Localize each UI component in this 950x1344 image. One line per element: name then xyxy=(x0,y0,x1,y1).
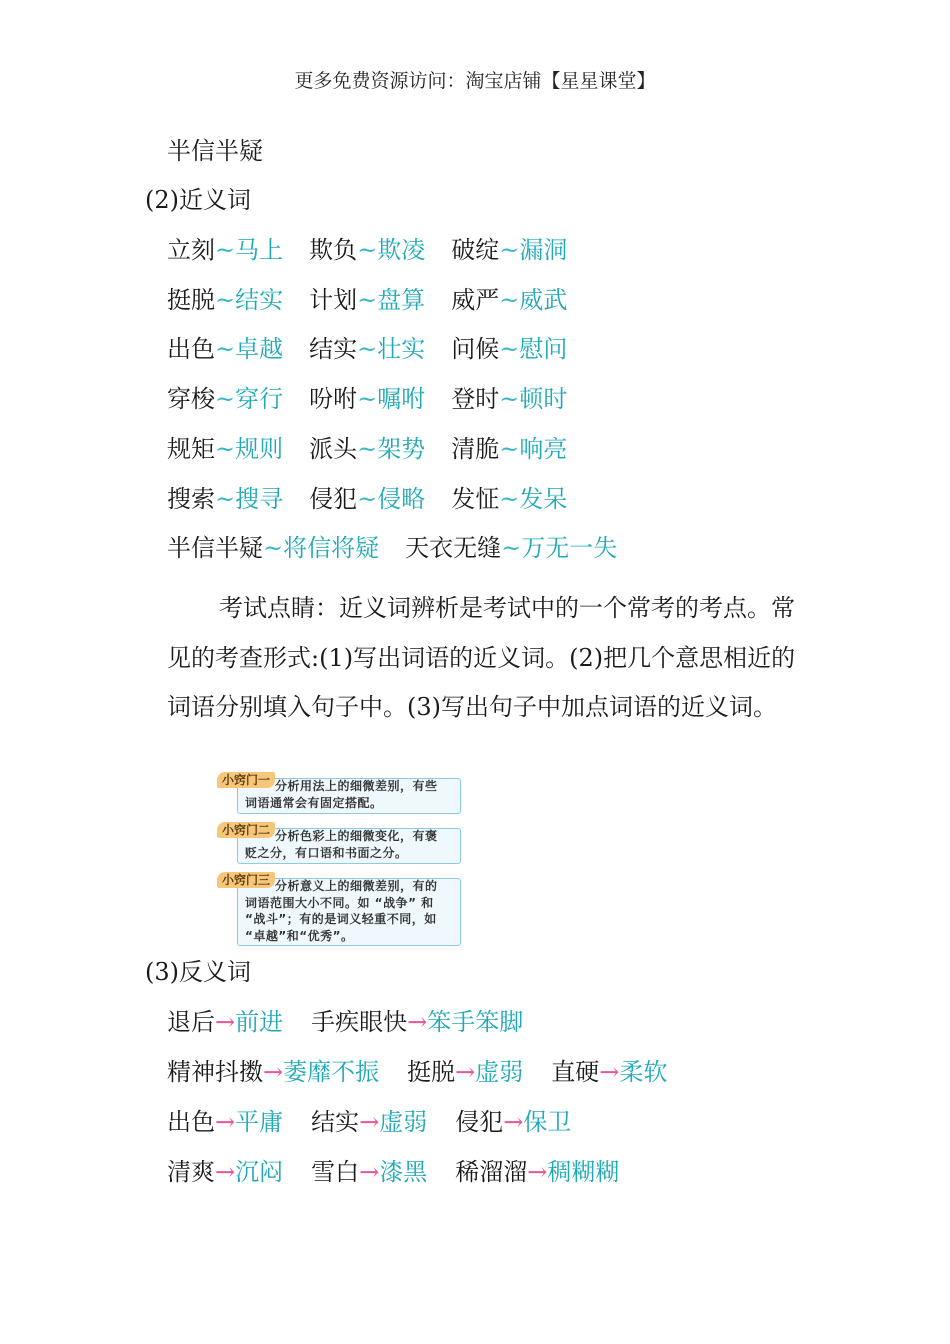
exam-note: 考试点睛：近义词辨析是考试中的一个常考的考点。常见的考查形式:(1)写出词语的近义词。(2)把几个意思相近的词语分别填入句子中。(3)写出句子中加点词语的近义词。 xyxy=(167,594,796,721)
word: 欺负 xyxy=(309,236,358,264)
word: 清脆 xyxy=(451,434,500,463)
synonyms-row xyxy=(167,384,567,414)
antonyms-pair xyxy=(455,1107,571,1137)
tip-1-line-2: 词语通常会有固定搭配。 xyxy=(245,795,383,810)
synonyms-pair xyxy=(309,334,425,364)
tip-1-badge: 小窍门一 xyxy=(217,772,275,788)
synonym-word: 盘算 xyxy=(377,285,426,314)
word: 问候 xyxy=(451,335,500,364)
tilde-separator: ~ xyxy=(357,484,378,513)
tilde-separator: ~ xyxy=(357,434,378,463)
synonyms-pair xyxy=(309,285,425,315)
synonym-word: 欺凌 xyxy=(377,236,426,264)
synonym-word: 架势 xyxy=(377,434,426,463)
tilde-separator: ~ xyxy=(215,385,236,414)
synonyms-pair xyxy=(451,484,567,514)
tip-1-line-1: 分析用法上的细微差别，有些 xyxy=(275,779,438,793)
tip-3-line-1: 分析意义上的细微差别，有的 xyxy=(275,879,438,893)
antonyms-row xyxy=(167,1057,667,1087)
tilde-separator: ~ xyxy=(357,236,378,264)
word: 计划 xyxy=(309,285,358,314)
synonym-word: 漏洞 xyxy=(519,236,568,264)
antonyms-row xyxy=(167,1157,619,1187)
synonyms-pair xyxy=(167,533,379,563)
arrow-icon: → xyxy=(359,1158,380,1186)
antonym-word: 萎靡不振 xyxy=(283,1058,380,1086)
tilde-separator: ~ xyxy=(215,434,236,463)
word: 吩咐 xyxy=(309,385,358,414)
antonym-word: 平庸 xyxy=(235,1108,284,1136)
synonym-word: 侵略 xyxy=(377,484,426,513)
synonyms-pair xyxy=(451,285,567,315)
word: 结实 xyxy=(309,335,358,364)
synonyms-pair xyxy=(167,235,283,265)
tilde-separator: ~ xyxy=(499,484,520,513)
tilde-separator: ~ xyxy=(501,534,522,563)
arrow-icon: → xyxy=(215,1158,236,1186)
tilde-separator: ~ xyxy=(215,484,236,513)
antonyms-pair xyxy=(311,1107,427,1137)
synonym-word: 万无一失 xyxy=(521,534,618,563)
synonyms-pair xyxy=(451,334,567,364)
word: 半信半疑 xyxy=(167,534,263,563)
word: 立刻 xyxy=(167,236,215,264)
tilde-separator: ~ xyxy=(357,285,378,314)
arrow-icon: → xyxy=(455,1058,476,1086)
synonym-word: 将信将疑 xyxy=(283,534,380,563)
word: 手疾眼快 xyxy=(311,1008,408,1036)
synonyms-row xyxy=(167,334,567,364)
word: 出色 xyxy=(167,1108,215,1136)
antonym-word: 保卫 xyxy=(523,1108,572,1136)
tip-2-line-2: 贬之分，有口语和书面之分。 xyxy=(245,845,408,860)
antonym-word: 漆黑 xyxy=(379,1158,428,1186)
synonyms-pair xyxy=(167,484,283,514)
arrow-icon: → xyxy=(599,1058,620,1086)
carry-line: 半信半疑 xyxy=(167,137,263,165)
tilde-separator: ~ xyxy=(499,385,520,414)
tip-2-badge: 小窍门二 xyxy=(217,822,275,838)
tip-3-text xyxy=(245,878,453,944)
synonym-word: 威武 xyxy=(519,285,568,314)
synonym-word: 卓越 xyxy=(235,335,284,364)
synonyms-row xyxy=(167,235,567,265)
arrow-icon: → xyxy=(215,1008,236,1036)
antonyms-pair xyxy=(311,1157,427,1187)
word: 搜索 xyxy=(167,484,215,513)
synonyms-pair xyxy=(167,434,283,464)
tip-2-text xyxy=(245,828,453,861)
antonyms-pair xyxy=(167,1157,283,1187)
antonym-word: 笨手笨脚 xyxy=(427,1008,524,1036)
synonyms-pair xyxy=(451,434,567,464)
synonyms-pair xyxy=(405,533,617,563)
word: 出色 xyxy=(167,335,215,364)
synonyms-pair xyxy=(309,484,425,514)
synonyms-pair xyxy=(167,334,283,364)
tilde-separator: ~ xyxy=(499,434,520,463)
synonym-word: 结实 xyxy=(235,285,284,314)
arrow-icon: → xyxy=(407,1008,428,1036)
word: 登时 xyxy=(451,385,500,414)
antonyms-pair xyxy=(455,1157,619,1187)
synonyms-row xyxy=(167,484,567,514)
synonyms-pair xyxy=(167,384,283,414)
word: 挺脱 xyxy=(167,285,215,314)
tilde-separator: ~ xyxy=(357,385,378,414)
tip-3-line-4: “卓越”和“优秀”。 xyxy=(245,928,354,943)
tilde-separator: ~ xyxy=(215,285,236,314)
arrow-icon: → xyxy=(215,1108,236,1136)
antonym-word: 虚弱 xyxy=(379,1108,428,1136)
synonyms-pair xyxy=(451,384,567,414)
tilde-separator: ~ xyxy=(357,335,378,364)
antonyms-row xyxy=(167,1007,523,1037)
synonym-word: 壮实 xyxy=(377,335,426,364)
antonyms-title: (3)反义词 xyxy=(145,958,251,986)
arrow-icon: → xyxy=(527,1158,548,1186)
synonym-word: 穿行 xyxy=(235,385,284,414)
synonym-word: 响亮 xyxy=(519,434,568,463)
synonym-word: 搜寻 xyxy=(235,484,284,513)
synonyms-pair xyxy=(451,235,567,265)
synonym-word: 发呆 xyxy=(519,484,568,513)
tilde-separator: ~ xyxy=(215,236,236,264)
synonyms-pair xyxy=(309,434,425,464)
synonyms-title: (2)近义词 xyxy=(145,186,251,214)
word: 威严 xyxy=(451,285,500,314)
antonyms-pair xyxy=(167,1007,283,1037)
antonyms-pair xyxy=(551,1057,667,1087)
word: 稀溜溜 xyxy=(455,1158,528,1186)
arrow-icon: → xyxy=(503,1108,524,1136)
antonym-word: 虚弱 xyxy=(475,1058,524,1086)
arrow-icon: → xyxy=(359,1108,380,1136)
word: 侵犯 xyxy=(309,484,358,513)
antonyms-pair xyxy=(167,1107,283,1137)
word: 派头 xyxy=(309,434,358,463)
antonyms-pair xyxy=(311,1007,523,1037)
antonyms-row xyxy=(167,1107,571,1137)
word: 发怔 xyxy=(451,484,500,513)
synonyms-row xyxy=(167,285,567,315)
synonym-word: 顿时 xyxy=(519,385,568,414)
word: 规矩 xyxy=(167,434,215,463)
antonym-word: 柔软 xyxy=(619,1058,668,1086)
word: 侵犯 xyxy=(455,1108,504,1136)
synonyms-row xyxy=(167,533,617,563)
antonym-word: 沉闷 xyxy=(235,1158,284,1186)
page-header: 更多免费资源访问：淘宝店铺【星星课堂】 xyxy=(294,70,656,92)
word: 退后 xyxy=(167,1008,215,1036)
synonyms-row xyxy=(167,434,567,464)
word: 穿梭 xyxy=(167,385,215,414)
tip-3 xyxy=(217,872,461,946)
word: 雪白 xyxy=(311,1158,360,1186)
synonym-word: 慰问 xyxy=(519,335,568,364)
tip-1-text xyxy=(245,778,453,811)
tilde-separator: ~ xyxy=(215,335,236,364)
tilde-separator: ~ xyxy=(263,534,284,563)
antonym-word: 稠糊糊 xyxy=(547,1158,620,1186)
synonym-word: 规则 xyxy=(235,434,284,463)
tilde-separator: ~ xyxy=(499,285,520,314)
antonym-word: 前进 xyxy=(235,1008,284,1036)
tilde-separator: ~ xyxy=(499,335,520,364)
synonyms-pair xyxy=(309,384,425,414)
arrow-icon: → xyxy=(263,1058,284,1086)
tip-3-line-2: 词语范围大小不同。如 “战争” 和 xyxy=(245,895,434,910)
synonym-word: 嘱咐 xyxy=(377,385,426,414)
synonyms-pair xyxy=(309,235,425,265)
tip-2-line-1: 分析色彩上的细微变化，有褒 xyxy=(275,829,438,843)
word: 结实 xyxy=(311,1108,360,1136)
synonyms-pair xyxy=(167,285,283,315)
antonyms-pair xyxy=(407,1057,523,1087)
word: 直硬 xyxy=(551,1058,600,1086)
word: 精神抖擞 xyxy=(167,1058,263,1086)
word: 破绽 xyxy=(451,236,500,264)
tip-2 xyxy=(217,822,461,864)
synonym-word: 马上 xyxy=(235,236,284,264)
tip-3-line-3: “战斗”；有的是词义轻重不同，如 xyxy=(245,912,437,926)
tip-1 xyxy=(217,772,461,814)
word: 清爽 xyxy=(167,1158,215,1186)
word: 挺脱 xyxy=(407,1058,456,1086)
tip-3-badge: 小窍门三 xyxy=(217,872,275,888)
antonyms-pair xyxy=(167,1057,379,1087)
tilde-separator: ~ xyxy=(499,236,520,264)
word: 天衣无缝 xyxy=(405,534,502,563)
